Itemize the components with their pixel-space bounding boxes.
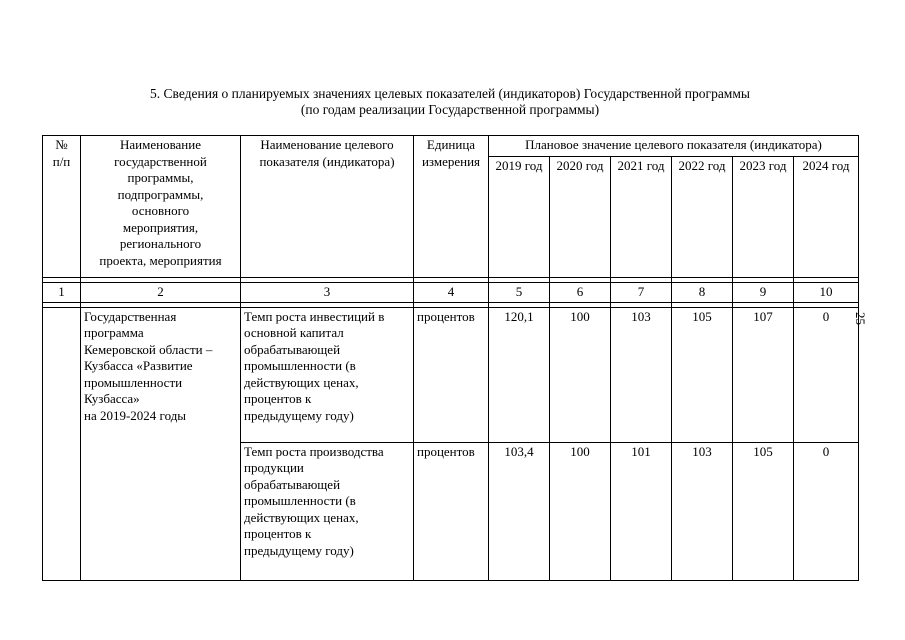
column-numbers-row [43,283,859,303]
page-number: 25 [853,312,868,325]
column-number: 8 [672,283,733,303]
indicator-name-cell: Темп роста инвестиций в основной капитал обрабатывающей промышленности (в действующих ценах, процентов к предыдущему году) [241,307,414,442]
column-number: 9 [733,283,794,303]
header-year-2021: 2021 год [611,157,672,278]
header-unit: Единица измерения [414,136,489,278]
value-2023: 105 [733,442,794,580]
value-2021: 101 [611,442,672,580]
value-2022: 103 [672,442,733,580]
column-number: 1 [43,283,81,303]
title-line-1: 5. Сведения о планируемых значениях целевых показателей (индикаторов) Государственной программы [150,86,750,101]
header-year-2023: 2023 год [733,157,794,278]
column-number: 10 [794,283,859,303]
indicator-name-cell: Темп роста производства продукции обрабатывающей промышленности (в действующих ценах, процентов к предыдущему году) [241,442,414,580]
value-2024: 0 [794,307,859,442]
program-name-cell: Государственная программа Кемеровской области – Кузбасса «Развитие промышленности Кузбасса» на 2019-2024 годы [81,307,241,580]
unit-cell: процентов [414,442,489,580]
column-number: 4 [414,283,489,303]
value-2019: 120,1 [489,307,550,442]
value-2022: 105 [672,307,733,442]
header-year-2019: 2019 год [489,157,550,278]
header-year-2022: 2022 год [672,157,733,278]
value-2020: 100 [550,442,611,580]
header-num: № п/п [43,136,81,278]
column-number: 5 [489,283,550,303]
value-2021: 103 [611,307,672,442]
unit-cell: процентов [414,307,489,442]
column-number: 2 [81,283,241,303]
header-year-2024: 2024 год [794,157,859,278]
value-2020: 100 [550,307,611,442]
value-2024: 0 [794,442,859,580]
row-number-cell [43,307,81,580]
column-number: 6 [550,283,611,303]
column-number: 7 [611,283,672,303]
header-program: Наименование государственной программы, подпрограммы, основного мероприятия, регионального проекта, мероприятия [81,136,241,278]
title-line-2: (по годам реализации Государственной программы) [300,102,600,117]
header-indicator: Наименование целевого показателя (индикатора) [241,136,414,278]
document-title [40,86,860,118]
header-row [43,136,859,157]
column-number: 3 [241,283,414,303]
header-year-2020: 2020 год [550,157,611,278]
value-2023: 107 [733,307,794,442]
value-2019: 103,4 [489,442,550,580]
indicators-table [42,135,859,581]
table-row [43,307,859,442]
header-planned-value: Плановое значение целевого показателя (индикатора) [489,136,859,157]
